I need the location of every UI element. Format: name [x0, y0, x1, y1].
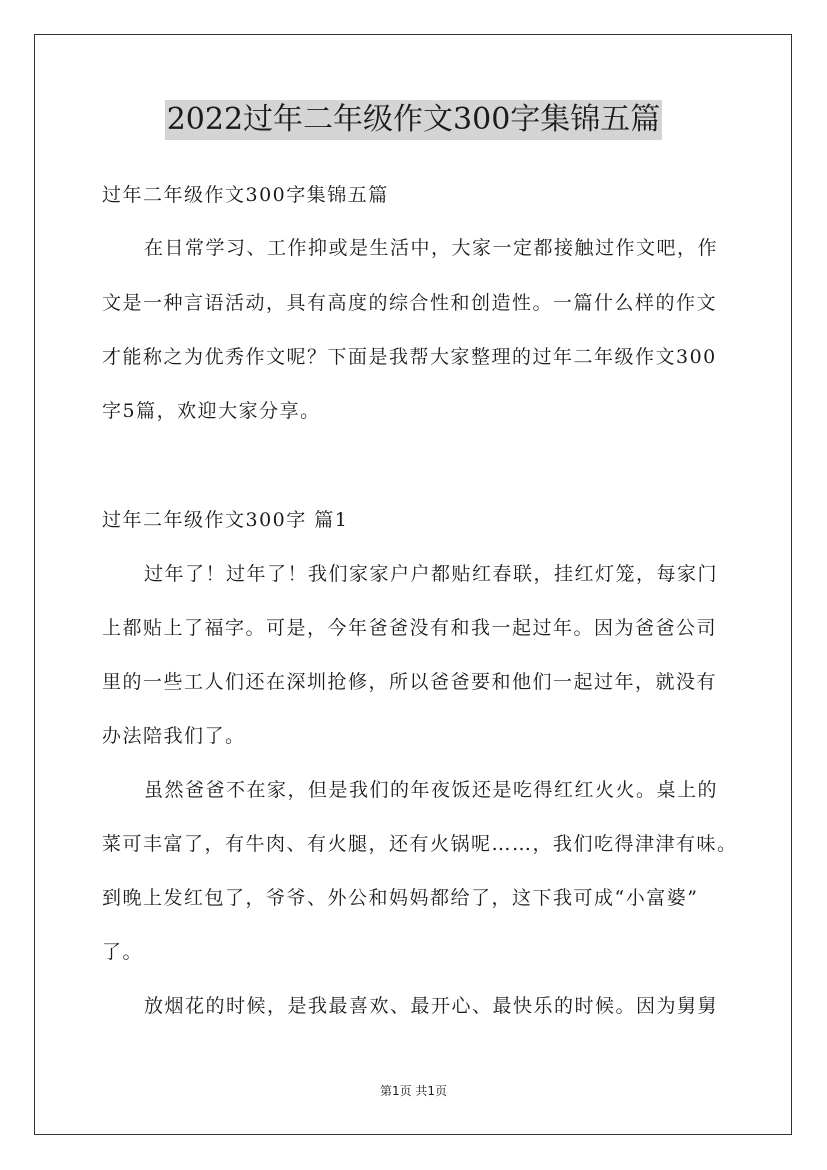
paragraph-line: 里的一些工人们还在深圳抢修，所以爸爸要和他们一起过年，就没有 — [102, 671, 718, 693]
title-container — [0, 100, 827, 140]
intro-line: 在日常学习、工作抑或是生活中，大家一定都接触过作文吧，作 — [144, 237, 719, 259]
page-footer: 第1页 共1页 — [379, 1084, 448, 1098]
paragraph-line: 虽然爸爸不在家，但是我们的年夜饭还是吃得红红火火。桌上的 — [144, 779, 719, 801]
intro-line: 才能称之为优秀作文呢？下面是我帮大家整理的过年二年级作文300 — [102, 346, 717, 368]
paragraph-line: 过年了！过年了！我们家家户户都贴红春联，挂红灯笼，每家门 — [144, 563, 719, 585]
section-heading: 过年二年级作文300字 篇1 — [102, 509, 349, 531]
paragraph-line: 办法陪我们了。 — [102, 725, 246, 747]
intro-line: 字5篇，欢迎大家分享。 — [102, 400, 321, 422]
paragraph-line: 上都贴上了福字。可是，今年爸爸没有和我一起过年。因为爸爸公司 — [102, 617, 718, 639]
paragraph-line: 了。 — [102, 941, 144, 963]
paragraph-line: 放烟花的时候，是我最喜欢、最开心、最快乐的时候。因为舅舅 — [144, 995, 719, 1017]
intro-line: 文是一种言语活动，具有高度的综合性和创造性。一篇什么样的作文 — [102, 292, 718, 314]
document-title: 2022过年二年级作文300字集锦五篇 — [165, 100, 663, 140]
paragraph-line: 到晚上发红包了，爷爷、外公和妈妈都给了，这下我可成“小富婆” — [102, 887, 699, 909]
document-subtitle: 过年二年级作文300字集锦五篇 — [102, 184, 389, 206]
paragraph-line: 菜可丰富了，有牛肉、有火腿，还有火锅呢……，我们吃得津津有味。 — [102, 833, 738, 855]
